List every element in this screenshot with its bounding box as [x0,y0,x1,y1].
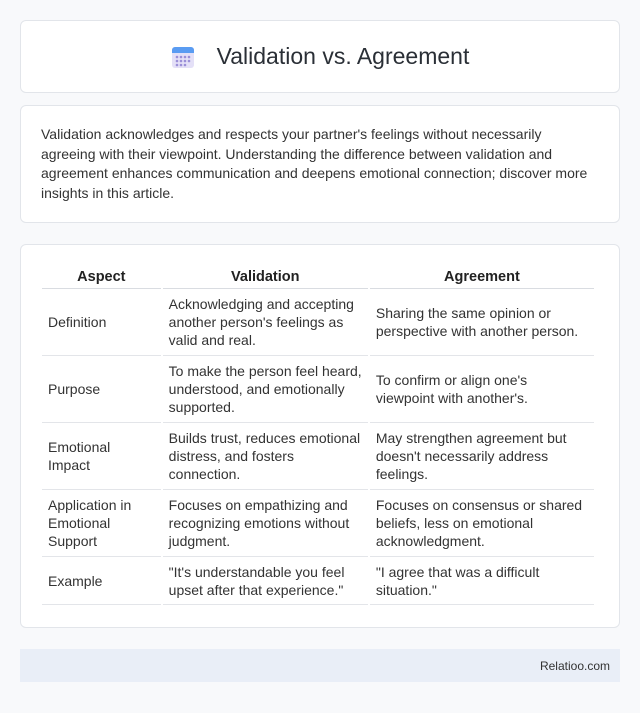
aspect-cell: Emotional Impact [42,423,161,490]
aspect-cell: Example [42,557,161,605]
validation-cell: "It's understandable you feel upset after that experience." [163,557,368,605]
intro-text: Validation acknowledges and respects your partner's feelings without necessarily agreeing with their viewpoint. Understanding the difference between validation and agreement enhances communication and deepens emotional connection; discover more insights in this article. [41,126,588,201]
table-row [42,289,594,356]
header-aspect: Aspect [42,265,161,289]
table-header-row [42,265,594,289]
title-card [20,20,620,93]
table-row [42,557,594,605]
intro-card [20,105,620,223]
comparison-card [20,244,620,628]
aspect-cell: Definition [42,289,161,356]
validation-cell: Acknowledging and accepting another person's feelings as valid and real. [163,289,368,356]
agreement-cell: Sharing the same opinion or perspective with another person. [370,289,594,356]
agreement-cell: May strengthen agreement but doesn't necessarily address feelings. [370,423,594,490]
agreement-cell: "I agree that was a difficult situation." [370,557,594,605]
footer [20,649,620,682]
agreement-cell: To confirm or align one's viewpoint with another's. [370,356,594,423]
aspect-cell: Application in Emotional Support [42,490,161,557]
header-agreement: Agreement [370,265,594,289]
footer-site-name: Relatioo.com [539,658,610,673]
validation-cell: To make the person feel heard, understood, and emotionally supported. [163,356,368,423]
comparison-table [40,265,596,605]
agreement-cell: Focuses on consensus or shared beliefs, less on emotional acknowledgment. [370,490,594,557]
aspect-cell: Purpose [42,356,161,423]
calendar-icon [171,45,195,69]
table-row [42,423,594,490]
validation-cell: Builds trust, reduces emotional distress, and fosters connection. [163,423,368,490]
page-title: Validation vs. Agreement [216,43,470,69]
table-row [42,490,594,557]
header-validation: Validation [163,265,368,289]
table-row [42,356,594,423]
validation-cell: Focuses on empathizing and recognizing emotions without judgment. [163,490,368,557]
